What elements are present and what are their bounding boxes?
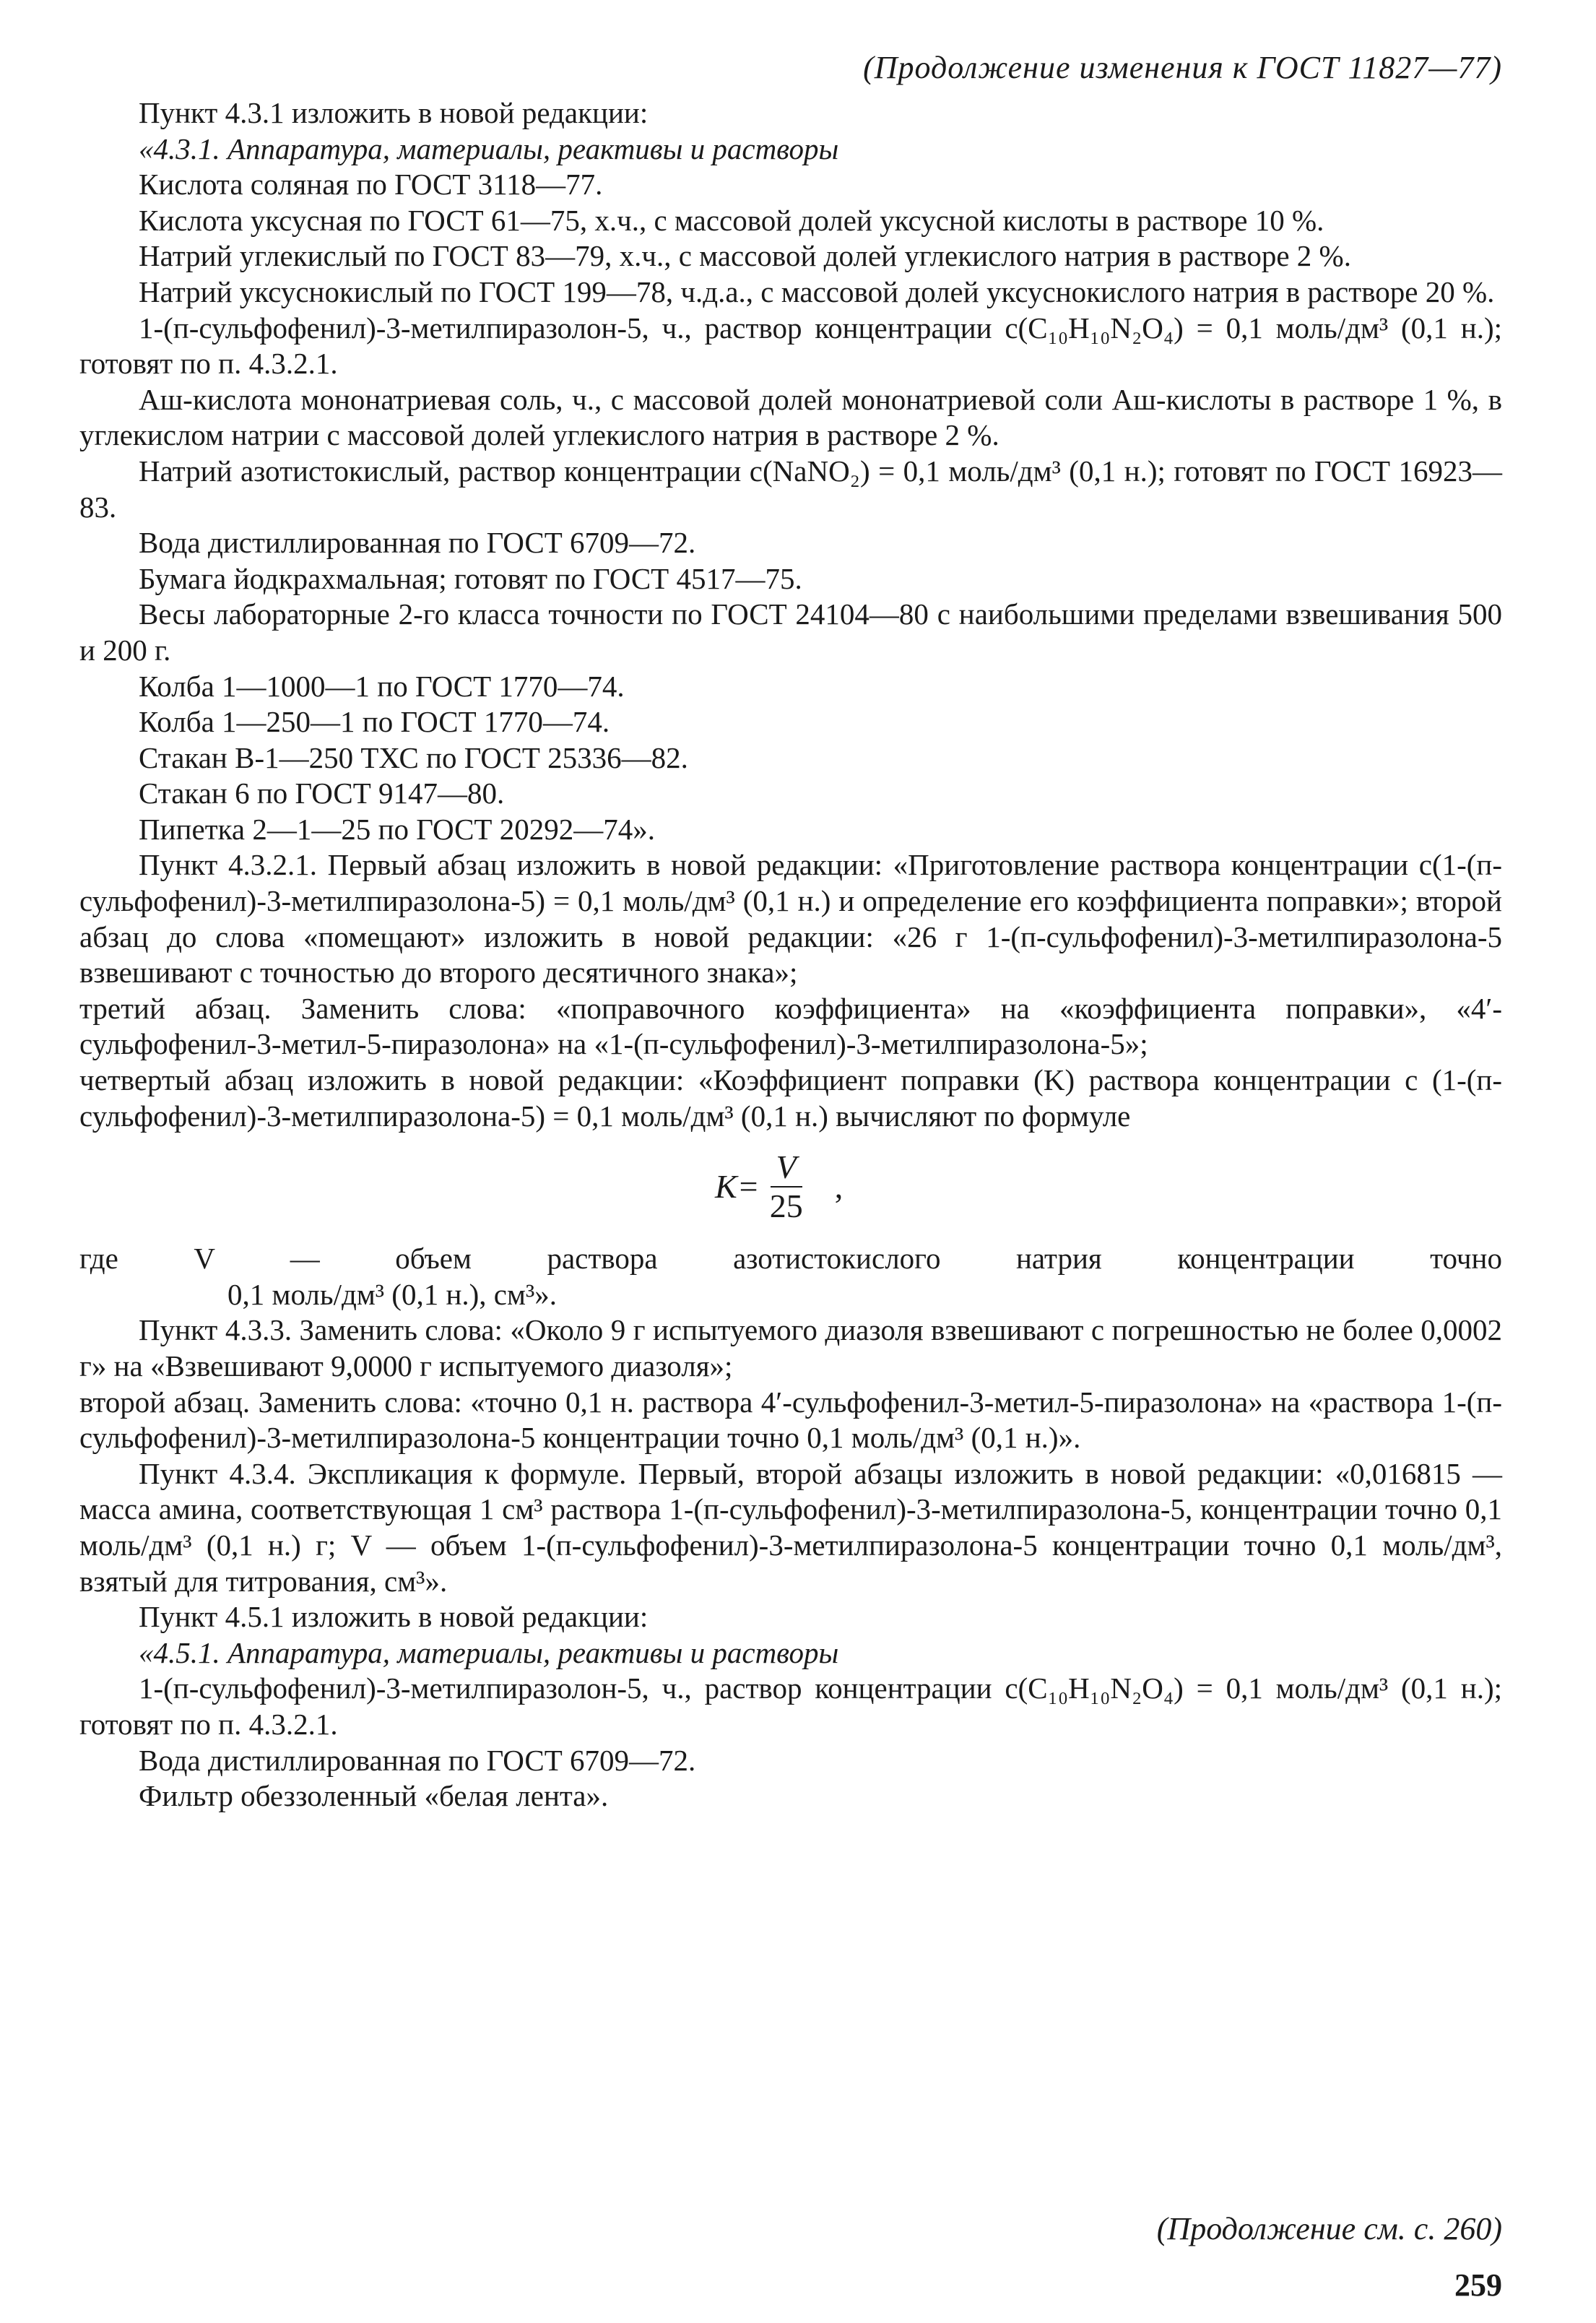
formula-denominator: 25 <box>769 1188 803 1225</box>
paragraph: Пункт 4.3.2.1. Первый абзац изложить в новой редакции: «Приготовление раствора концентрации c(1-(п-сульфофенил)-3-метилпиразолона-5) = 0,1 моль/дм³ (0,1 н.) и определение его коэффициента поправки»; второй абзац до слова «помещают» изложить в новой редакции: «26 г 1-(п-сульфофенил)-3-метилпиразолона-5 взвешивают с точностью до второго десятичного знака»; <box>79 848 1502 990</box>
formula-fraction <box>764 1148 809 1225</box>
section-heading: «4.5.1. Аппаратура, материалы, реактивы и растворы <box>139 1635 839 1669</box>
paragraph: Фильтр обеззоленный «белая лента». <box>139 1779 609 1813</box>
explanation-line: 0,1 моль/дм³ (0,1 н.), см³». <box>227 1277 557 1311</box>
paragraph: Натрий уксуснокислый по ГОСТ 199—78, ч.д.а., с массовой долей уксуснокислого натрия в растворе 20 %. <box>139 274 1495 308</box>
paragraph: третий абзац. Заменить слова: «поправочного коэффициента» на «коэффициента поправки», «4′-сульфофенил-3-метил-5-пиразолона» на «1-(п-сульфофенил)-3-метилпиразолона-5»; <box>79 991 1502 1061</box>
formula <box>79 1140 1502 1234</box>
paragraph: Аш-кислота мононатриевая соль, ч., с массовой долей мононатриевой соли Аш-кислоты в растворе 1 %, в углекислом натрии с массовой долей углекислого натрия в растворе 2 %. <box>79 382 1502 452</box>
formula-lhs: K= <box>715 1168 760 1206</box>
paragraph: Стакан 6 по ГОСТ 9147—80. <box>139 777 505 810</box>
document-page <box>79 14 1502 2304</box>
paragraph: Пипетка 2—1—25 по ГОСТ 20292—74». <box>139 812 655 846</box>
paragraph: Вода дистиллированная по ГОСТ 6709—72. <box>139 526 696 560</box>
paragraph: 1-(п-сульфофенил)-3-метилпиразолон-5, ч., раствор концентрации c(C₁₀H₁₀N₂O₄) = 0,1 моль/дм³ (0,1 н.); готовят по п. 4.3.2.1. <box>79 311 1502 381</box>
paragraph: Стакан В-1—250 ТХС по ГОСТ 25336—82. <box>139 740 688 774</box>
paragraph: Натрий углекислый по ГОСТ 83—79, х.ч., с массовой долей углекислого натрия в растворе 2 %. <box>139 239 1351 273</box>
continuation-note: (Продолжение см. с. 260) <box>1156 2211 1502 2246</box>
section-heading: «4.3.1. Аппаратура, материалы, реактивы и растворы <box>139 131 839 165</box>
running-header: (Продолжение изменения к ГОСТ 11827—77) <box>863 50 1502 85</box>
paragraph: Пункт 4.5.1 изложить в новой редакции: <box>139 1600 649 1634</box>
paragraph: Бумага йодкрахмальная; готовят по ГОСТ 4517—75. <box>139 561 802 595</box>
paragraph: Кислота соляная по ГОСТ 3118—77. <box>139 168 603 202</box>
formula-explanation <box>79 1241 1502 1312</box>
page-number: 259 <box>1454 2267 1502 2303</box>
explanation-line: где V — объем раствора азотистокислого натрия концентрации точно <box>79 1242 1502 1276</box>
paragraph: Натрий азотистокислый, раствор концентрации c(NaNO₂) = 0,1 моль/дм³ (0,1 н.); готовят по ГОСТ 16923—83. <box>79 454 1502 524</box>
document-body <box>79 95 1502 1814</box>
paragraph: второй абзац. Заменить слова: «точно 0,1 н. раствора 4′-сульфофенил-3-метил-5-пиразолона» на «раствора 1-(п-сульфофенил)-3-метилпиразолона-5 концентрации точно 0,1 моль/дм³ (0,1 н.)». <box>79 1385 1502 1455</box>
paragraph: Пункт 4.3.3. Заменить слова: «Около 9 г испытуемого диазоля взвешивают с погрешностью не более 0,0002 г» на «Взвешивают 9,0000 г испытуемого диазоля»; <box>79 1313 1502 1383</box>
paragraph: Кислота уксусная по ГОСТ 61—75, х.ч., с массовой долей уксусной кислоты в растворе 10 %. <box>139 203 1324 237</box>
formula-trail: , <box>834 1168 843 1206</box>
paragraph: четвертый абзац изложить в новой редакции: «Коэффициент поправки (K) раствора концентрации c (1-(п-сульфофенил)-3-метилпиразолона-5) = 0,1 моль/дм³ (0,1 н.) вычисляют по формуле <box>79 1063 1502 1133</box>
paragraph: 1-(п-сульфофенил)-3-метилпиразолон-5, ч., раствор концентрации c(C₁₀H₁₀N₂O₄) = 0,1 моль/дм³ (0,1 н.); готовят по п. 4.3.2.1. <box>79 1671 1502 1741</box>
paragraph: Пункт 4.3.4. Экспликация к формуле. Первый, второй абзацы изложить в новой редакции: «0,016815 — масса амина, соответствующая 1 см³ раствора 1-(п-сульфофенил)-3-метилпиразолона-5, концентрации точно 0,1 моль/дм³ (0,1 н.) г; V — объем 1-(п-сульфофенил)-3-метилпиразолона-5 концентрации точно 0,1 моль/дм³, взятый для титрования, см³». <box>79 1456 1502 1598</box>
paragraph: Колба 1—1000—1 по ГОСТ 1770—74. <box>139 669 625 703</box>
formula-numerator: V <box>771 1148 802 1188</box>
paragraph: Пункт 4.3.1 изложить в новой редакции: <box>139 96 649 129</box>
paragraph: Вода дистиллированная по ГОСТ 6709—72. <box>139 1743 696 1777</box>
paragraph: Колба 1—250—1 по ГОСТ 1770—74. <box>139 705 610 739</box>
paragraph: Весы лабораторные 2-го класса точности по ГОСТ 24104—80 с наибольшими пределами взвешивания 500 и 200 г. <box>79 597 1502 667</box>
